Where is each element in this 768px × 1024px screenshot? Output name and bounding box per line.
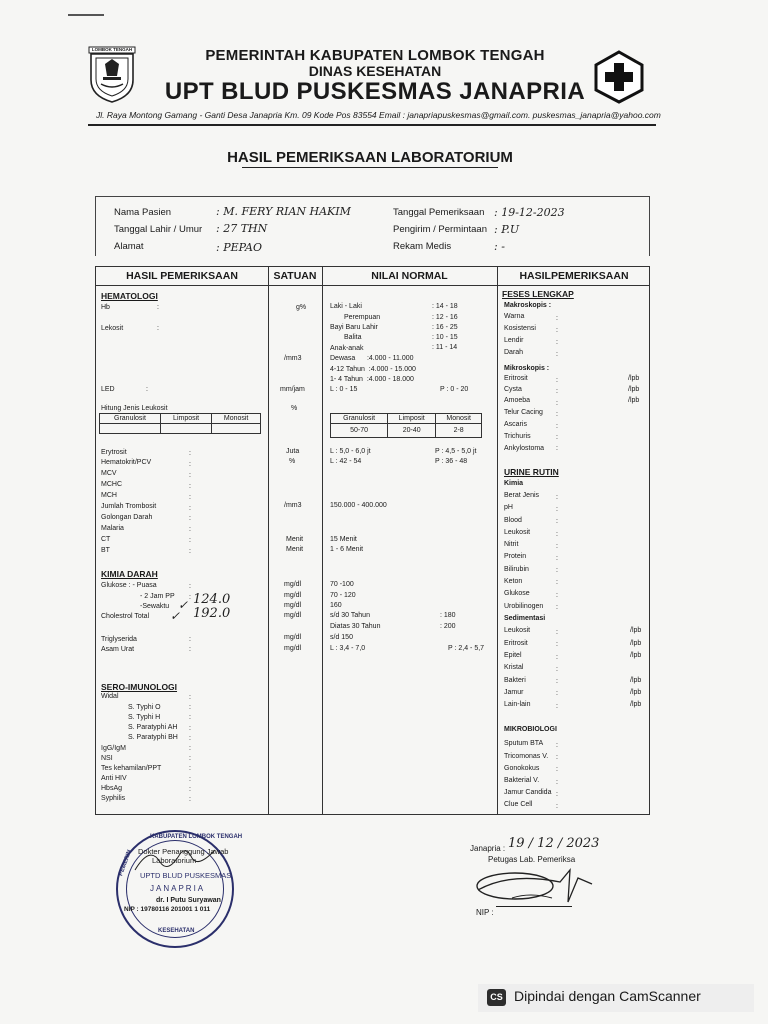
title-underline xyxy=(242,167,498,168)
mikro-bakterial-v: Bakterial V. xyxy=(504,777,540,784)
row-bt-label: BT xyxy=(101,547,110,554)
kimia-unit-5: mg/dl xyxy=(284,645,302,652)
col-header-hasil-right: HASILPEMERIKSAAN xyxy=(519,270,629,282)
urine-kimia-colons: : : : : : : : : : : xyxy=(556,494,558,611)
trombo-unit: /mm3 xyxy=(284,502,302,509)
bt-norm: 1 - 6 Menit xyxy=(330,546,364,553)
stamp-label-2: Laboratorium xyxy=(152,856,197,865)
medical-record-value: : - xyxy=(494,240,505,253)
row-typhi-h-label: S. Typhi H xyxy=(128,714,161,721)
urine-kimia: Kimia xyxy=(504,480,524,487)
col-header-satuan: SATUAN xyxy=(273,270,317,282)
norm-header-monosit: Monosit xyxy=(436,414,482,424)
lab-results-table xyxy=(95,266,650,815)
section-kimia-darah: KIMIA DARAH xyxy=(101,569,158,579)
sedimen-lpb-4: /lpb xyxy=(630,689,642,696)
row-igg-igm-label: IgG/IgM xyxy=(101,745,126,752)
mikro-gonokokus: Gonokokus xyxy=(504,765,540,772)
row-kolesterol-label: Cholestrol Total xyxy=(101,613,150,620)
hb-norm-label-4: Anak-anak xyxy=(330,345,364,352)
row-hitung-label: Hitung Jenis Leukosit xyxy=(101,405,168,412)
footer-date: 19 / 12 / 2023 xyxy=(508,836,600,851)
feses-mikro-trichuris: Trichuris xyxy=(504,433,531,440)
header-institution: UPT BLUD PUSKESMAS JANAPRIA xyxy=(164,78,586,105)
row-paratyphi-ah-label: S. Paratyphi AH xyxy=(128,724,178,731)
feses-mikro-colons: : : : : : : : xyxy=(556,377,558,453)
leu-norm-1: 4-12 Tahun :4.000 - 15.000 xyxy=(330,366,416,373)
kimia-unit-0: mg/dl xyxy=(284,581,302,588)
row-led-label: LED xyxy=(101,386,115,393)
hitung-jenis-normal-table xyxy=(330,413,482,438)
hct-unit: % xyxy=(289,458,296,465)
sero-colons: : : : : : : : : : : : xyxy=(189,694,191,804)
section-mikrobiologi: MIKROBIOLOGI xyxy=(504,726,557,733)
led-unit: mm/jam xyxy=(280,386,305,393)
logo-caption: LOMBOK TENGAH xyxy=(91,47,133,52)
mini-header-granulosit: Granulosit xyxy=(100,414,161,424)
hematology-colons: : : : : : : : : : : xyxy=(189,450,191,556)
col-header-hasil: HASIL PEMERIKSAAN xyxy=(126,270,238,282)
sedimen-lpb-0: /lpb xyxy=(630,627,642,634)
row-mcv-label: MCV xyxy=(101,470,117,477)
feses-makro-kosistensi: Kosistensi xyxy=(504,325,536,332)
feses-lpb-0: /lpb xyxy=(628,375,640,382)
feses-mikro-cysta: Cysta xyxy=(504,386,522,393)
norm-asam-urat-l: L : 3,4 - 7,0 xyxy=(330,645,366,652)
sender-label: Pengirim / Permintaan xyxy=(393,224,487,235)
patient-name-label: Nama Pasien xyxy=(114,207,172,218)
feses-makro-colons: : : : : xyxy=(556,315,558,358)
hb-norm-label-1: Perempuan xyxy=(344,314,381,321)
section-feses-lengkap: FESES LENGKAP xyxy=(502,289,574,299)
section-urine-rutin: URINE RUTIN xyxy=(504,467,559,477)
mini-cell-granulosit xyxy=(100,424,161,434)
norm-pp: 70 - 120 xyxy=(330,592,356,599)
patient-address-value: : PEPAO xyxy=(216,241,262,254)
row-typhi-o-label: S. Typhi O xyxy=(128,704,161,711)
row-glukosa-pp-label: - 2 Jam PP xyxy=(140,593,175,600)
row-golongan-label: Golongan Darah xyxy=(101,514,153,521)
exam-date-label: Tanggal Pemeriksaan xyxy=(393,207,485,218)
ery-norm-p: P : 4,5 - 5,0 jt xyxy=(435,448,477,455)
norm-asam-urat-p: P : 2,4 - 5,7 xyxy=(448,645,485,652)
doctor-nip: NIP : 19780116 201001 1 011 xyxy=(124,906,211,913)
urine-blood: Blood xyxy=(504,517,522,524)
lombok-tengah-logo xyxy=(88,46,136,104)
camscanner-watermark xyxy=(478,984,754,1012)
section-sero-imunologi: SERO-IMUNOLOGI xyxy=(101,682,178,692)
urine-ph: pH xyxy=(504,504,513,511)
hb-norm-value-4: : 11 - 14 xyxy=(432,344,458,351)
feses-makro-lendir: Lendir xyxy=(504,337,524,344)
document-title: HASIL PEMERIKSAAN LABORATORIUM xyxy=(227,149,513,166)
mini-header-limposit: Limposit xyxy=(160,414,211,424)
check-kolesterol-icon: ✓ xyxy=(170,609,181,623)
norm-header-limposit: Limposit xyxy=(388,414,436,424)
feses-mikro-ascaris: Ascaris xyxy=(504,421,527,428)
sedimen-bakteri: Bakteri xyxy=(504,677,526,684)
norm-limposit: 20-40 xyxy=(388,424,436,438)
col-header-nilai-normal: NILAI NORMAL xyxy=(371,270,448,282)
sedimen-kristal: Kristal xyxy=(504,664,524,671)
signature-line xyxy=(496,906,572,907)
ery-norm-l: L : 5,0 - 6,0 jt xyxy=(330,448,371,455)
norm-granulosit: 50-70 xyxy=(331,424,388,438)
hitung-unit: % xyxy=(291,405,298,412)
hb-norm-value-3: : 10 - 15 xyxy=(432,334,458,341)
sedimen-eritrosit: Eritrosit xyxy=(504,640,528,647)
officer-signature-icon xyxy=(470,862,600,910)
footer-petugas: Petugas Lab. Pemeriksa xyxy=(488,855,576,864)
kimia-unit-3: mg/dl xyxy=(284,612,302,619)
urine-bilirubin: Bilirubin xyxy=(504,566,529,573)
urine-glukose: Glukose xyxy=(504,590,530,597)
row-syphilis-label: Syphilis xyxy=(101,795,126,802)
row-trigliserida-label: Triglyserida xyxy=(101,636,137,643)
patient-address-label: Alamat xyxy=(114,241,144,252)
sedimen-leukosit: Leukosit xyxy=(504,627,531,634)
hb-norm-label-0: Laki - Laki xyxy=(330,303,362,310)
ct-unit: Menit xyxy=(286,536,304,543)
kimia-unit-4: mg/dl xyxy=(284,634,302,641)
patient-dob-label: Tanggal Lahir / Umur xyxy=(114,224,203,235)
norm-kolesterol-2v: : 200 xyxy=(440,623,456,630)
mini-cell-monosit xyxy=(212,424,261,434)
doctor-name: dr. I Putu Suryawan xyxy=(156,897,221,904)
sedimen-lpb-2: /lpb xyxy=(630,652,642,659)
sedimen-jamur: Jamur xyxy=(504,689,524,696)
feses-mikroskopis: Mikroskopis : xyxy=(504,365,550,372)
mikro-jamur-candida: Jamur Candida xyxy=(504,789,552,796)
exam-date-value: : 19-12-2023 xyxy=(494,206,565,219)
feses-makro-darah: Darah xyxy=(504,349,524,356)
urine-nitrit: Nitrit xyxy=(504,541,519,548)
header-department: DINAS KESEHATAN xyxy=(308,63,442,79)
feses-mikro-telur-cacing: Telur Cacing xyxy=(504,409,543,416)
header-government: PEMERINTAH KABUPATEN LOMBOK TENGAH xyxy=(205,47,545,64)
patient-name-value: : M. FERY RIAN HAKIM xyxy=(216,205,351,218)
row-mchc-label: MCHC xyxy=(101,481,122,488)
sender-value: : P.U xyxy=(494,223,520,236)
feses-lpb-1: /lpb xyxy=(628,386,640,393)
row-nsi-label: NSI xyxy=(101,755,113,762)
mikro-tricomonas: Tricomonas V. xyxy=(504,753,549,760)
row-hb-colon: : xyxy=(157,304,159,311)
norm-trigliserida: s/d 150 xyxy=(330,634,353,641)
urine-berat-jenis: Berat Jenis xyxy=(504,492,540,499)
camscanner-icon: CS xyxy=(487,989,506,1006)
sedimen-lain-lain: Lain-lain xyxy=(504,701,531,708)
leukosit-unit: /mm3 xyxy=(284,355,302,362)
row-led-colon: : xyxy=(146,386,148,393)
norm-kolesterol-1: s/d 30 Tahun xyxy=(330,612,370,619)
hb-norm-label-2: Bayi Baru Lahir xyxy=(330,324,378,331)
row-widal-label: Widal xyxy=(101,693,119,700)
header-divider xyxy=(88,124,656,126)
leu-norm-2: 1- 4 Tahun :4.000 - 18.000 xyxy=(330,376,414,383)
norm-monosit: 2-8 xyxy=(436,424,482,438)
header-address: Jl. Raya Montong Gamang - Ganti Desa Janapria Km. 09 Kode Pos 83554 Email : janapriapuskesmas@gmail.com. puskesmas_janapria@yahoo.com xyxy=(96,110,661,120)
stamp-place: JANAPRIA xyxy=(150,884,206,893)
row-hbsag-label: HbsAg xyxy=(101,785,123,792)
urine-leukosit: Leukosit xyxy=(504,529,531,536)
hb-norm-value-0: : 14 - 18 xyxy=(432,303,458,310)
mini-header-monosit: Monosit xyxy=(212,414,261,424)
norm-sewaktu: 160 xyxy=(330,602,342,609)
row-erytrosit-label: Erytrosit xyxy=(101,449,127,456)
result-sewaktu: 124.0 xyxy=(193,592,231,607)
camscanner-label: Dipindai dengan CamScanner xyxy=(514,988,701,1004)
norm-kolesterol-1v: : 180 xyxy=(440,612,456,619)
sedimen-lpb-3: /lpb xyxy=(630,677,642,684)
feses-mikro-eritrosit: Eritrosit xyxy=(504,375,528,382)
feses-mikro-amoeba: Amoeba xyxy=(504,397,531,404)
sedimen-colons: : : : : : : : xyxy=(556,629,558,710)
hct-norm-l: L : 42 - 54 xyxy=(330,458,362,465)
led-norm-l: L : 0 - 15 xyxy=(330,386,358,393)
row-trombosit-label: Jumlah Trombosit xyxy=(101,503,157,510)
row-leukosit-label: Lekosit xyxy=(101,325,124,332)
stamp-label-1: Dokter Penanggung Jawab xyxy=(138,847,229,856)
sedimen-epitel: Epitel xyxy=(504,652,522,659)
kimia-colons: : : : : xyxy=(189,583,191,653)
row-asam-urat-label: Asam Urat xyxy=(101,646,135,653)
hb-norm-label-3: Balita xyxy=(344,334,362,341)
hct-norm-p: P : 36 - 48 xyxy=(435,458,468,465)
doctor-signature-icon xyxy=(130,840,220,880)
hb-unit: g% xyxy=(296,304,307,311)
mikro-sputum-bta: Sputum BTA xyxy=(504,740,544,747)
trombo-norm: 150.000 - 400.000 xyxy=(330,502,387,509)
feses-mikro-ankylostoma: Ankylostoma xyxy=(504,445,545,452)
norm-kolesterol-2: Diatas 30 Tahun xyxy=(330,623,381,630)
ery-unit: Juta xyxy=(286,448,300,455)
hitung-jenis-input-table xyxy=(99,413,261,434)
stamp-ring-left: PEMERIN xyxy=(118,849,134,877)
mikro-colons: : : : : : : xyxy=(556,742,558,811)
ct-norm: 15 Menit xyxy=(330,536,357,543)
row-anti-hiv-label: Anti HIV xyxy=(101,775,127,782)
row-glukosa-sewaktu-label: -Sewaktu xyxy=(140,603,170,610)
bt-unit: Menit xyxy=(286,546,304,553)
row-paratyphi-bh-label: S. Paratyphi BH xyxy=(128,734,178,741)
row-leukosit-colon: : xyxy=(157,325,159,332)
led-norm-p: P : 0 - 20 xyxy=(440,386,469,393)
result-kolesterol: 192.0 xyxy=(193,606,231,621)
patient-dob-value: : 27 THN xyxy=(216,222,268,235)
row-hb-label: Hb xyxy=(101,304,110,311)
urine-protein: Protein xyxy=(504,553,527,560)
leu-norm-0: Dewasa :4.000 - 11.000 xyxy=(330,355,414,362)
urine-sedimentasi: Sedimentasi xyxy=(504,615,546,622)
stamp-org: UPTD BLUD PUSKESMAS xyxy=(140,871,232,880)
row-tes-kehamilan-label: Tes kehamilan/PPT xyxy=(101,765,162,772)
health-cross-logo xyxy=(592,50,646,104)
row-glukosa-puasa-label: Glukose : - Puasa xyxy=(101,582,157,589)
row-ct-label: CT xyxy=(101,536,111,543)
mini-cell-limposit xyxy=(160,424,211,434)
urine-urobilinogen: Urobilinogen xyxy=(504,603,544,610)
urine-keton: Keton xyxy=(504,578,523,585)
hb-norm-value-2: : 16 - 25 xyxy=(432,324,458,331)
scan-mark xyxy=(68,14,104,16)
sedimen-lpb-5: /lpb xyxy=(630,701,642,708)
medical-record-label: Rekam Medis xyxy=(393,241,452,252)
feses-lpb-2: /lpb xyxy=(628,397,640,404)
sedimen-lpb-1: /lpb xyxy=(630,640,642,647)
footer-place-date: Janapria : xyxy=(470,844,506,853)
row-malaria-label: Malaria xyxy=(101,525,124,532)
mikro-clue-cell: Clue Cell xyxy=(504,801,533,808)
row-hematokrit-label: Hematokrit/PCV xyxy=(101,459,152,466)
section-hematologi: HEMATOLOGI xyxy=(101,291,158,301)
norm-header-granulosit: Granulosit xyxy=(331,414,388,424)
kimia-unit-1: mg/dl xyxy=(284,592,302,599)
norm-puasa: 70 -100 xyxy=(330,581,354,588)
feses-makro-warna: Warna xyxy=(504,313,525,320)
row-mch-label: MCH xyxy=(101,492,117,499)
check-sewaktu-icon: ✓ xyxy=(178,598,189,612)
feses-makroskopis: Makroskopis : xyxy=(504,302,552,309)
stamp-ring-top: KABUPATEN LOMBOK TENGAH xyxy=(150,834,243,840)
hb-norm-value-1: : 12 - 16 xyxy=(432,314,458,321)
kimia-unit-2: mg/dl xyxy=(284,602,302,609)
footer-nip: NIP : xyxy=(476,908,494,917)
stamp-ring-bottom: KESEHATAN xyxy=(158,928,195,934)
